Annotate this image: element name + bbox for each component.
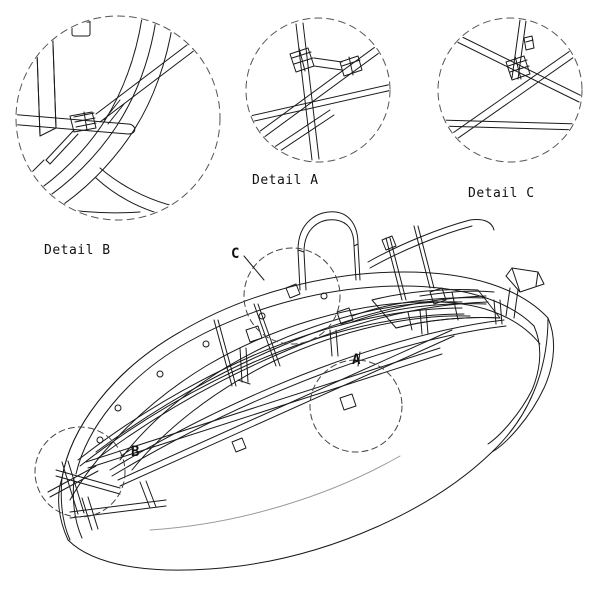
detail-b-caption: Detail B — [44, 243, 111, 258]
detail-view-b — [4, 11, 221, 220]
detail-c-caption: Detail C — [468, 186, 535, 201]
callout-label-a: A — [352, 352, 361, 368]
callout-label-c: C — [231, 246, 240, 262]
detail-view-c — [438, 18, 584, 162]
main-boat-assembly — [48, 212, 554, 570]
detail-a-caption: Detail A — [252, 173, 319, 188]
callout-label-b: B — [131, 444, 140, 460]
detail-view-a — [246, 18, 394, 163]
